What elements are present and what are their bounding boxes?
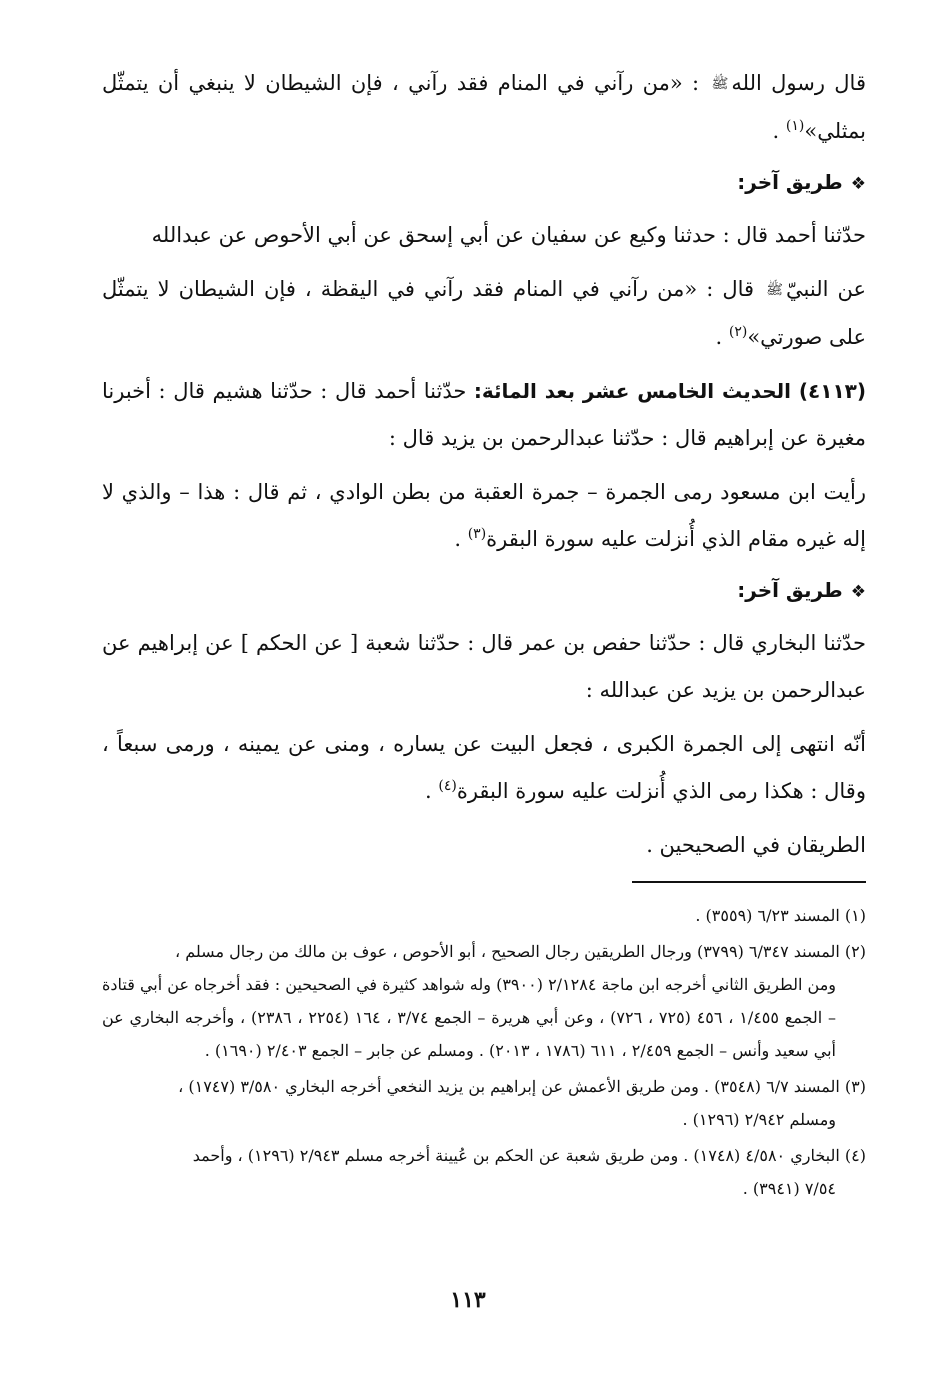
text-run: .: [425, 779, 439, 803]
text-run: عن النبيّ: [786, 277, 866, 301]
text-run: حدّثنا أحمد قال : حدّثنا هشيم قال : أخبرنا مغيرة عن إبراهيم قال : حدّثنا عبدالرحمن بن يزيد قال :: [102, 379, 866, 450]
hadith-number: (٤١١٣): [798, 379, 866, 403]
paragraph-4: [102, 368, 866, 462]
paragraph-3: [102, 266, 866, 361]
text-run: : «من رآني في المنام فقد رآني ، فإن الشيطان لا ينبغي أن يتمثّل بمثلي»: [102, 71, 866, 143]
footnote-ref-3[interactable]: (٣): [467, 526, 487, 542]
footnote-text: (١) المسند ٦/٢٣ (٣٥٥٩) .: [695, 906, 866, 925]
heading-label: طريق آخر:: [737, 170, 843, 194]
paragraph-8: الطريقان في الصحيحين .: [646, 833, 866, 857]
paragraph-6: حدّثنا البخاري قال : حدّثنا حفص بن عمر قال : حدّثنا شعبة [ عن الحكم ] عن إبراهيم عن عبدالرحمن بن يزيد عن عبدالله :: [102, 631, 866, 702]
text-run: .: [715, 325, 729, 349]
text-run: .: [454, 527, 468, 551]
bullet-icon: ❖: [850, 582, 866, 602]
section-heading-2: [102, 570, 866, 612]
footnote-ref-2[interactable]: (٢): [728, 324, 748, 340]
text-run: قال رسول الله: [731, 71, 866, 95]
footnote-text: ومن الطريق الثاني أخرجه ابن ماجة ٢/١٢٨٤ (٣٩٠٠) وله شواهد كثيرة في الصحيحين : فقد أخرجاه عن أبي قتادة – الجمع ١/٤٥٥ ، ٤٥٦ (٧٢٥ ، ٧٢٦) ، وعن أبي هريرة – الجمع ٣/٧٤ ، ١٦٤ (٢٢٥٤ ، ٢٣٨٦) ، وأخرجه البخاري عن أبي سعيد وأنس – الجمع ٢/٤٥٩ ، ٦١١ (١٧٨٦ ، ٢٠١٣) . ومسلم عن جابر – الجمع ٢/٤٠٣ (١٦٩٠) .: [102, 975, 837, 1060]
salla-glyph: ﷺ: [711, 76, 729, 92]
paragraph-5: [102, 469, 866, 563]
footnote-text: (٣) المسند ٦/٧ (٣٥٤٨) . ومن طريق الأعمش عن إبراهيم بن يزيد النخعي أخرجه البخاري ٣/٥٨٠ (١٧٤٧) ،: [178, 1077, 866, 1096]
page-content: [102, 60, 866, 1208]
footnote-3: [102, 1070, 866, 1136]
footnote-text: ومسلم ٢/٩٤٢ (١٢٩٦) .: [682, 1110, 836, 1129]
text-run: أنّه انتهى إلى الجمرة الكبرى ، فجعل البيت عن يساره ، ومنى عن يمينه ، ورمى سبعاً ، وقال : هكذا رمى الذي أُنزلت عليه سورة البقرة: [102, 732, 866, 803]
paragraph-1: [102, 60, 866, 155]
paragraph-7: [102, 721, 866, 815]
salla-glyph: ﷺ: [766, 282, 784, 298]
text-run: رأيت ابن مسعود رمى الجمرة – جمرة العقبة من بطن الوادي ، ثم قال : هذا – والذي لا إله غيره مقام الذي أُنزلت عليه سورة البقرة: [102, 480, 866, 551]
footnote-4: [102, 1139, 866, 1205]
text-run: .: [772, 119, 786, 143]
section-heading-1: [102, 162, 866, 204]
footnote-text: ٧/٥٤ (٣٩٤١) .: [742, 1179, 836, 1198]
footnote-separator: [632, 881, 866, 883]
footnote-ref-1[interactable]: (١): [785, 118, 805, 134]
footnote-ref-4[interactable]: (٤): [438, 778, 457, 794]
footnote-1: [102, 899, 866, 932]
footnote-2: [102, 935, 866, 1067]
heading-label: طريق آخر:: [737, 578, 843, 602]
paragraph-2: حدّثنا أحمد قال : حدثنا وكيع عن سفيان عن أبي إسحق عن أبي الأحوص عن عبدالله: [151, 223, 866, 247]
footnote-text: (٤) البخاري ٤/٥٨٠ (١٧٤٨) . ومن طريق شعبة عن الحكم بن عُيينة أخرجه مسلم ٢/٩٤٣ (١٢٩٦) ، وأحمد: [192, 1146, 866, 1165]
footnote-text: (٢) المسند ٦/٣٤٧ (٣٧٩٩) ورجال الطريقين رجال الصحيح ، أبو الأحوص ، عوف بن مالك من رجال مسلم ،: [174, 942, 866, 961]
page-number: ١١٣: [450, 1287, 486, 1313]
hadith-title: الحديث الخامس عشر بعد المائة:: [473, 379, 799, 403]
footnotes: [102, 899, 866, 1205]
text-run: قال : «من رآني في المنام فقد رآني في اليقظة ، فإن الشيطان لا يتمثّل على صورتي»: [102, 277, 866, 349]
bullet-icon: ❖: [850, 174, 866, 194]
